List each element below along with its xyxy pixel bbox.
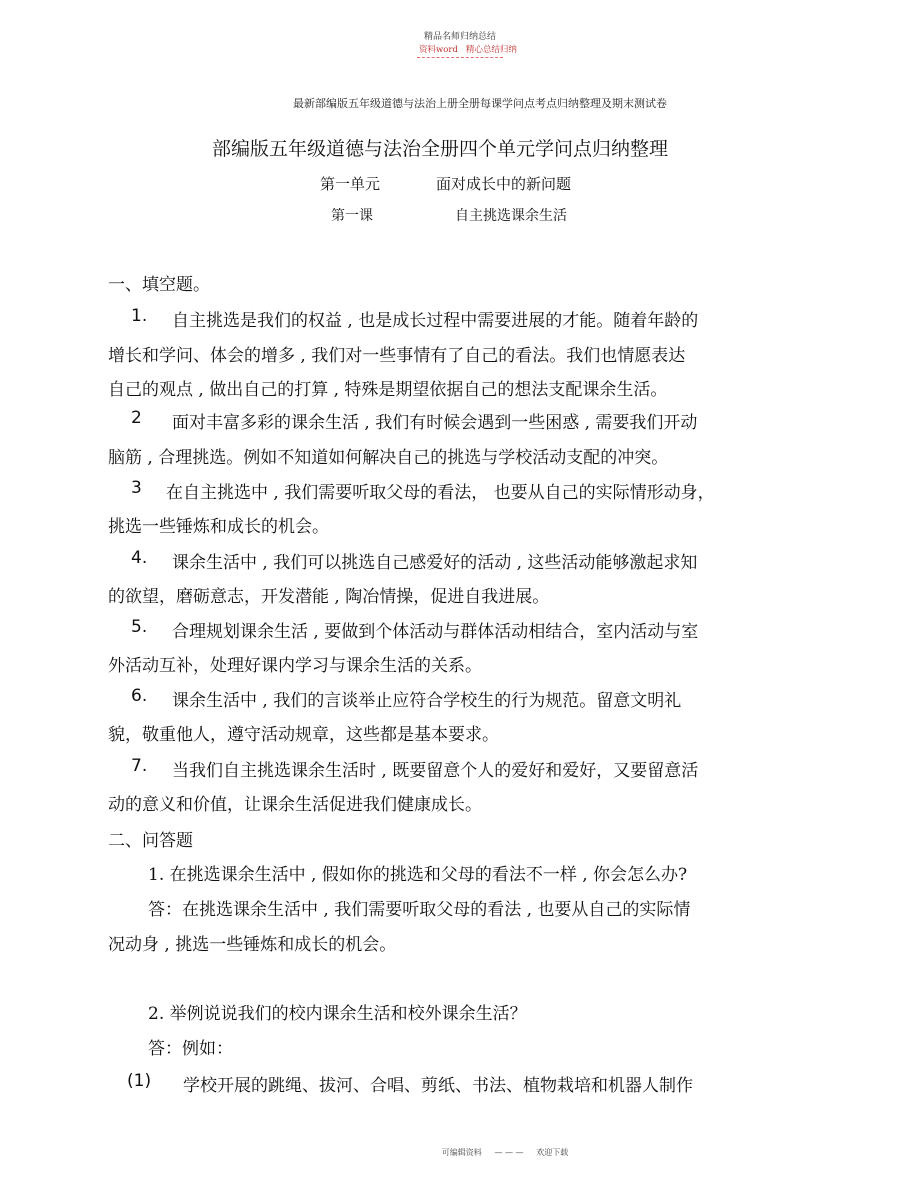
footer-right: 欢迎下载 — [536, 1148, 569, 1157]
header-watermark-right: 精心总结归纳 — [465, 45, 517, 55]
fill-item-text: 貌，敬重他人，遵守活动规章，这些都是基本要求。 — [108, 725, 499, 745]
question-text: 1. 在挑选课余生活中 , 假如你的挑选和父母的看法不一样 , 你会怎么办? — [148, 865, 688, 885]
section-heading-qa: 二、问答题 — [108, 831, 193, 851]
fill-item-text: 动的意义和价值，让课余生活促进我们健康成长。 — [108, 795, 482, 815]
fill-item-number: 2 — [131, 408, 142, 428]
fill-item-text: 课余生活中 , 我们可以挑选自己感爱好的活动 , 这些活动能够激起求知 — [172, 553, 698, 573]
footer-left: 可编辑资料 — [441, 1148, 482, 1157]
fill-item-number: 7. — [131, 756, 148, 776]
header-watermark-left: 资料word — [419, 45, 458, 55]
page-footer — [0, 1147, 920, 1158]
fill-item-number: 1. — [131, 306, 148, 326]
fill-item-text: 在自主挑选中 , 我们需要听取父母的看法， 也要从自己的实际情形动身， — [166, 483, 715, 503]
question-text: 2. 举例说说我们的校内课余生活和校外课余生活？ — [148, 1004, 527, 1024]
page-title: 部编版五年级道德与法治全册四个单元学问点归纳整理 — [211, 138, 668, 160]
fill-item-number: 3 — [131, 478, 142, 498]
lesson-name: 自主挑选课余生活 — [455, 208, 567, 224]
header-watermark-title: 精品名师归纳总结 — [423, 32, 496, 42]
header-divider — [417, 57, 503, 58]
fill-item-text: 当我们自主挑选课余生活时 , 既要留意个人的爱好和爱好，又要留意活 — [172, 761, 699, 781]
fill-item-text: 脑筋 , 合理挑选。例如不知道如何解决自己的挑选与学校活动支配的冲突。 — [108, 448, 669, 468]
fill-item-number: 5. — [131, 617, 148, 637]
fill-item-text: 自己的观点 , 做出自己的打算 , 特殊是期望依据自己的想法支配课余生活。 — [108, 380, 668, 400]
fill-item-number: 4. — [131, 548, 148, 568]
fill-item-text: 外活动互补，处理好课内学习与课余生活的关系。 — [108, 656, 482, 676]
list-item-text: 学校开展的跳绳、拔河、合唱、剪纸、书法、植物栽培和机器人制作 — [183, 1076, 693, 1096]
answer-text: 况动身 , 挑选一些锤炼和成长的机会。 — [108, 935, 397, 955]
lesson-label: 第一课 — [331, 208, 373, 224]
footer-dashes: — — — — [494, 1148, 524, 1157]
fill-item-text: 增长和学问、体会的增多 , 我们对一些事情有了自己的看法。我们也情愿表达 — [108, 346, 686, 366]
list-item-number: (1) — [127, 1071, 152, 1091]
fill-item-text: 自主挑选是我们的权益 , 也是成长过程中需要进展的才能。随着年龄的 — [172, 311, 699, 331]
answer-text: 答：在挑选课余生活中 , 我们需要听取父母的看法 , 也要从自己的实际情 — [148, 900, 691, 920]
section-heading-fill: 一、填空题。 — [108, 275, 210, 295]
unit-name: 面对成长中的新问题 — [436, 175, 572, 193]
fill-item-number: 6. — [131, 686, 148, 706]
fill-item-text: 课余生活中 , 我们的言谈举止应符合学校生的行为规范。留意文明礼 — [172, 691, 682, 711]
unit-label: 第一单元 — [320, 175, 381, 193]
document-subtitle: 最新部编版五年级道德与法治上册全册每课学问点考点归纳整理及期末测试卷 — [293, 97, 667, 110]
fill-item-text: 面对丰富多彩的课余生活 , 我们有时候会遇到一些困惑 , 需要我们开动 — [172, 413, 698, 433]
fill-item-text: 挑选一些锤炼和成长的机会。 — [108, 517, 329, 537]
header-watermark-subtitle — [419, 43, 517, 55]
fill-item-text: 的欲望，磨砺意志，开发潜能 , 陶冶情操，促进自我进展。 — [108, 587, 550, 607]
fill-item-text: 合理规划课余生活 , 要做到个体活动与群体活动相结合，室内活动与室 — [172, 622, 699, 642]
answer-text: 答：例如： — [148, 1039, 233, 1059]
